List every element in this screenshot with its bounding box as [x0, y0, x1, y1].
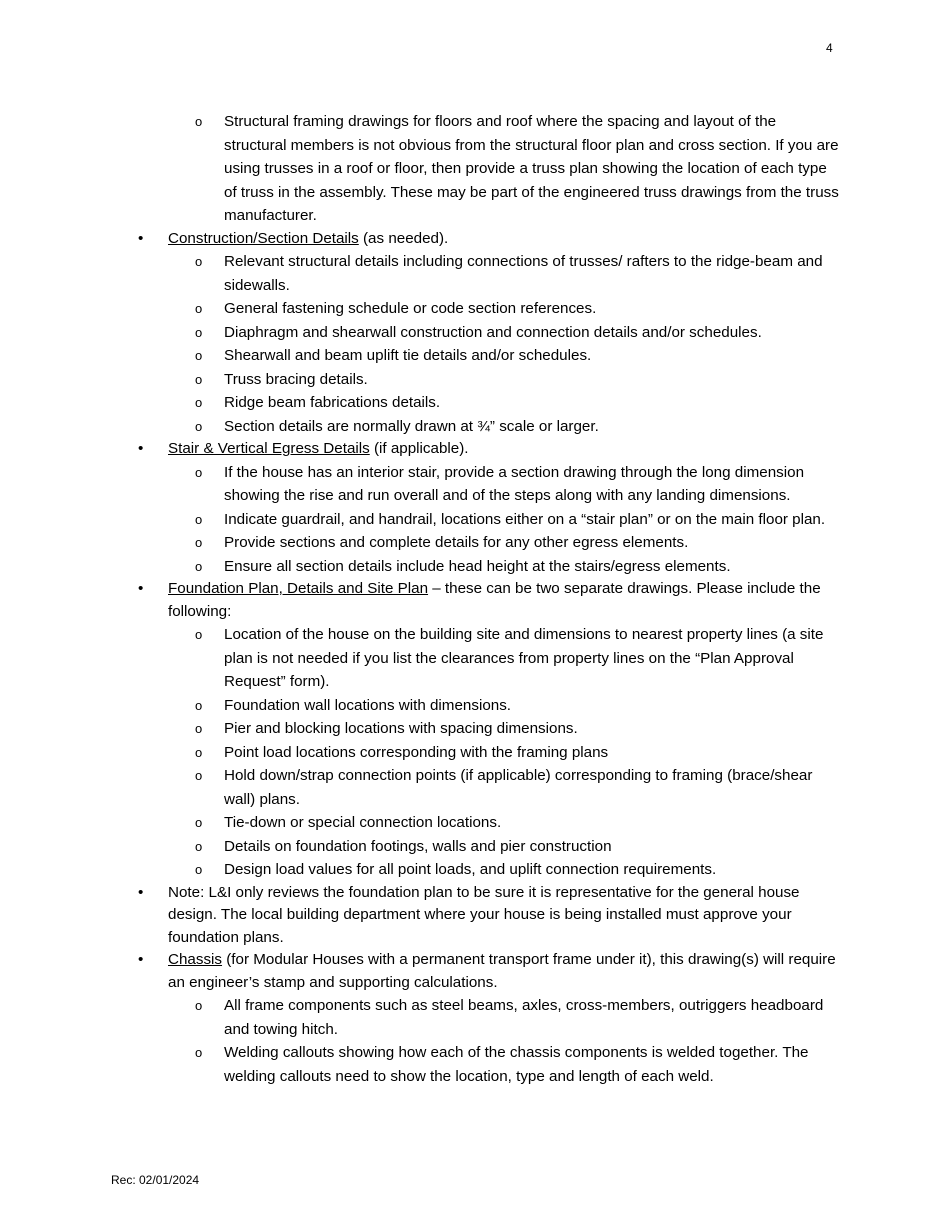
section-heading: Foundation Plan, Details and Site Plan: [168, 580, 429, 597]
section-text: (as needed).: [358, 229, 449, 247]
list-item-text: All frame components such as steel beams, axles, cross-members, outriggers headboard and towing hitch.: [224, 997, 824, 1038]
list-item-text: Location of the house on the building site and dimensions to nearest property lines (a site plan is not needed if you list the clearances from property lines on the “Plan Approval Request” form).: [224, 626, 824, 690]
list-item-text: Relevant structural details including connections of trusses/ rafters to the ridge-beam and sidewalls.: [224, 253, 823, 294]
list-item-text: Ridge beam fabrications details.: [224, 394, 441, 411]
circle-bullet-icon: o: [195, 768, 203, 783]
circle-bullet-icon: o: [195, 815, 203, 830]
list-item: [0, 110, 950, 228]
circle-bullet-icon: o: [195, 511, 203, 527]
list-item-text: Pier and blocking locations with spacing dimensions.: [224, 720, 578, 737]
list-item-text: Provide sections and complete details for any other egress elements.: [224, 534, 689, 551]
list-item-text: Design load values for all point loads, and uplift connection requirements.: [224, 861, 717, 878]
list-item: [0, 717, 950, 741]
bullet-icon: •: [138, 951, 144, 968]
section-heading: Stair & Vertical Egress Details: [168, 440, 370, 457]
list-item-text: Diaphragm and shearwall construction and connection details and/or schedules.: [224, 323, 762, 341]
list-item: [0, 994, 950, 1041]
circle-bullet-icon: o: [195, 464, 203, 480]
section-text: (if applicable).: [369, 440, 469, 457]
list-item: [0, 344, 950, 368]
list-item: [0, 415, 950, 439]
list-item-text: Ensure all section details include head height at the stairs/egress elements.: [224, 557, 731, 575]
continuation-list: [0, 110, 950, 228]
list-item: [0, 297, 950, 321]
circle-bullet-icon: o: [195, 301, 203, 316]
section-text: Note: L&I only reviews the foundation plan to be sure it is representative for the general house design. The local building department where your house is being installed must approve your foundation plans.: [168, 883, 800, 946]
circle-bullet-icon: o: [195, 627, 203, 642]
section-text: – these can be two separate drawings. Please include the following:: [168, 580, 821, 620]
circle-bullet-icon: o: [195, 535, 203, 550]
list-item-text: Details on foundation footings, walls and pier construction: [224, 837, 612, 855]
circle-bullet-icon: o: [195, 838, 203, 854]
list-item-text: Tie-down or special connection locations.: [224, 814, 502, 831]
circle-bullet-icon: o: [195, 114, 203, 129]
list-item: [0, 531, 950, 555]
circle-bullet-icon: o: [195, 324, 203, 340]
circle-bullet-icon: o: [195, 744, 203, 760]
list-item-text: Truss bracing details.: [224, 370, 368, 388]
list-item-text: Foundation wall locations with dimensions.: [224, 696, 512, 714]
list-item: [0, 555, 950, 579]
list-item: [0, 1041, 950, 1088]
list-item: [0, 835, 950, 859]
page-number: 4: [826, 41, 833, 55]
list-item: [0, 250, 950, 297]
circle-bullet-icon: o: [195, 371, 203, 387]
circle-bullet-icon: o: [195, 418, 203, 434]
circle-bullet-icon: o: [195, 1045, 203, 1060]
list-item-text: Point load locations corresponding with the framing plans: [224, 743, 609, 761]
circle-bullet-icon: o: [195, 348, 203, 363]
list-item-text: Section details are normally drawn at ¾” scale or larger.: [224, 417, 599, 435]
list-item-text: Hold down/strap connection points (if applicable) corresponding to framing (brace/shear wall) plans.: [224, 767, 813, 808]
list-item: [0, 764, 950, 811]
section-heading: Construction/Section Details: [168, 229, 359, 247]
list-item: [0, 461, 950, 508]
section-bullet: [0, 949, 950, 994]
list-item: [0, 623, 950, 694]
list-item: [0, 694, 950, 718]
bullet-icon: •: [138, 883, 144, 901]
circle-bullet-icon: o: [195, 862, 203, 877]
list-item: [0, 391, 950, 415]
circle-bullet-icon: o: [195, 558, 203, 574]
section-bullet: [0, 578, 950, 623]
list-item-text: Shearwall and beam uplift tie details and/or schedules.: [224, 347, 592, 364]
document-body: [0, 110, 950, 1088]
list-item: [0, 508, 950, 532]
circle-bullet-icon: o: [195, 395, 203, 410]
section-bullet: [0, 882, 950, 950]
bullet-icon: •: [138, 580, 144, 597]
bullet-icon: •: [138, 229, 144, 247]
list-item-text: Welding callouts showing how each of the chassis components is welded together. The welding callouts need to show the location, type and length of each weld.: [224, 1044, 809, 1085]
list-item-text: If the house has an interior stair, provide a section drawing through the long dimension showing the rise and run overall and of the steps along with any landing dimensions.: [224, 463, 805, 504]
bullet-icon: •: [138, 440, 144, 457]
list-item-text: Indicate guardrail, and handrail, locations either on a “stair plan” or on the main floor plan.: [224, 510, 826, 528]
list-item: [0, 321, 950, 345]
list-item: [0, 858, 950, 882]
circle-bullet-icon: o: [195, 721, 203, 736]
list-item-text: Structural framing drawings for floors and roof where the spacing and layout of the structural members is not obvious from the structural floor plan and cross section. If you are using trusses in a roof or floor, then provide a truss plan showing the location of each type of truss in the assembly. These may be part of the engineered truss drawings from the truss manufacturer.: [224, 113, 839, 224]
section-list: [0, 228, 950, 1089]
circle-bullet-icon: o: [195, 697, 203, 713]
list-item: [0, 368, 950, 392]
section-bullet: [0, 228, 950, 251]
list-item: [0, 741, 950, 765]
list-item-text: General fastening schedule or code section references.: [224, 300, 597, 317]
section-heading: Chassis: [168, 951, 223, 968]
circle-bullet-icon: o: [195, 254, 203, 269]
list-item: [0, 811, 950, 835]
section-bullet: [0, 438, 950, 461]
circle-bullet-icon: o: [195, 998, 203, 1013]
section-text: (for Modular Houses with a permanent transport frame under it), this drawing(s) will require an engineer’s stamp and supporting calculations.: [168, 951, 836, 991]
footer-revision-date: Rec: 02/01/2024: [111, 1173, 200, 1187]
